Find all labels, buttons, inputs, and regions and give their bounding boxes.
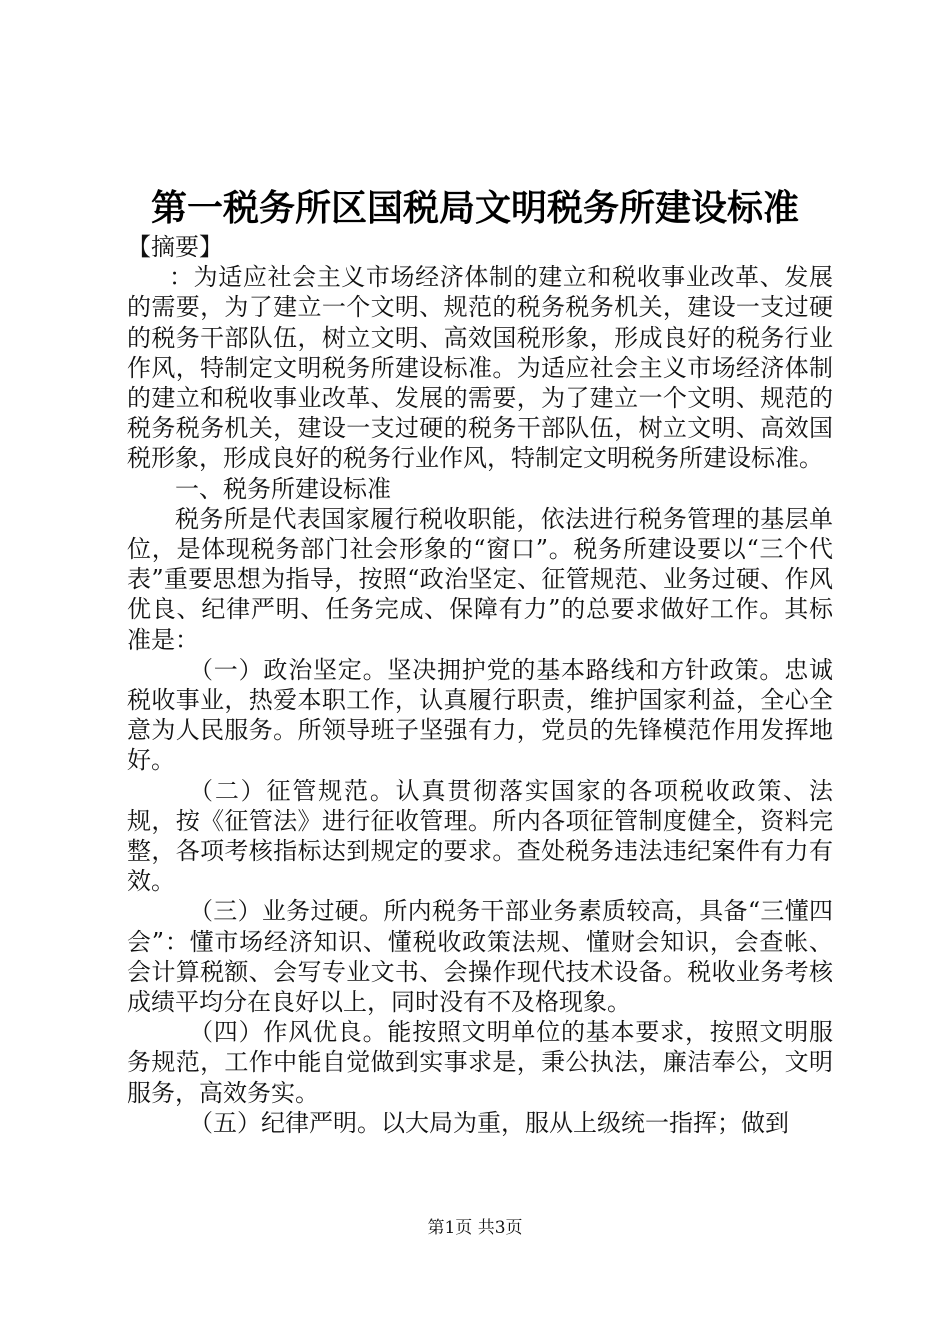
- document-title: 第一税务所区国税局文明税务所建设标准: [150, 187, 799, 229]
- page-number-footer: 第1页 共3页: [427, 1218, 523, 1238]
- document-body: [127, 232, 833, 1138]
- abstract-paragraph: ：为适应社会主义市场经济体制的建立和税收事业改革、发展的需要，为了建立一个文明、规范的税务税务机关，建设一支过硬的税务干部队伍，树立文明、高效国税形象，形成良好的税务行业作风，特制定文明税务所建设标准。为适应社会主义市场经济体制的建立和税收事业改革、发展的需要，为了建立一个文明、规范的税务税务机关，建设一支过硬的税务干部队伍，树立文明、高效国税形象，形成良好的税务行业作风，特制定文明税务所建设标准。: [127, 263, 833, 473]
- standard-item-5: （五）纪律严明。以大局为重，服从上级统一指挥；做到: [189, 1108, 789, 1137]
- standard-item-3: （三）业务过硬。所内税务干部业务素质较高，具备“三懂四会”：懂市场经济知识、懂税收政策法规、懂财会知识，会查帐、会计算税额、会写专业文书、会操作现代技术设备。税收业务考核成绩平均分在良好以上，同时没有不及格现象。: [127, 897, 833, 1017]
- standard-item-4: （四）作风优良。能按照文明单位的基本要求，按照文明服务规范，工作中能自觉做到实事求是，秉公执法，廉洁奉公，文明服务，高效务实。: [127, 1018, 833, 1107]
- section-heading: 一、税务所建设标准: [175, 474, 391, 503]
- standard-item-2: （二）征管规范。认真贯彻落实国家的各项税收政策、法规，按《征管法》进行征收管理。所内各项征管制度健全，资料完整，各项考核指标达到规定的要求。查处税务违法违纪案件有力有效。: [127, 776, 833, 896]
- abstract-label: 【摘要】: [127, 233, 223, 261]
- standard-item-1: （一）政治坚定。坚决拥护党的基本路线和方针政策。忠诚税收事业，热爱本职工作，认真履行职责，维护国家利益，全心全意为人民服务。所领导班子坚强有力，党员的先锋模范作用发挥地好。: [127, 655, 833, 775]
- body-paragraph: 税务所是代表国家履行税收职能，依法进行税务管理的基层单位，是体现税务部门社会形象的“窗口”。税务所建设要以“三个代表”重要思想为指导，按照“政治坚定、征管规范、业务过硬、作风优良、纪律严明、任务完成、保障有力”的总要求做好工作。其标准是：: [127, 504, 833, 654]
